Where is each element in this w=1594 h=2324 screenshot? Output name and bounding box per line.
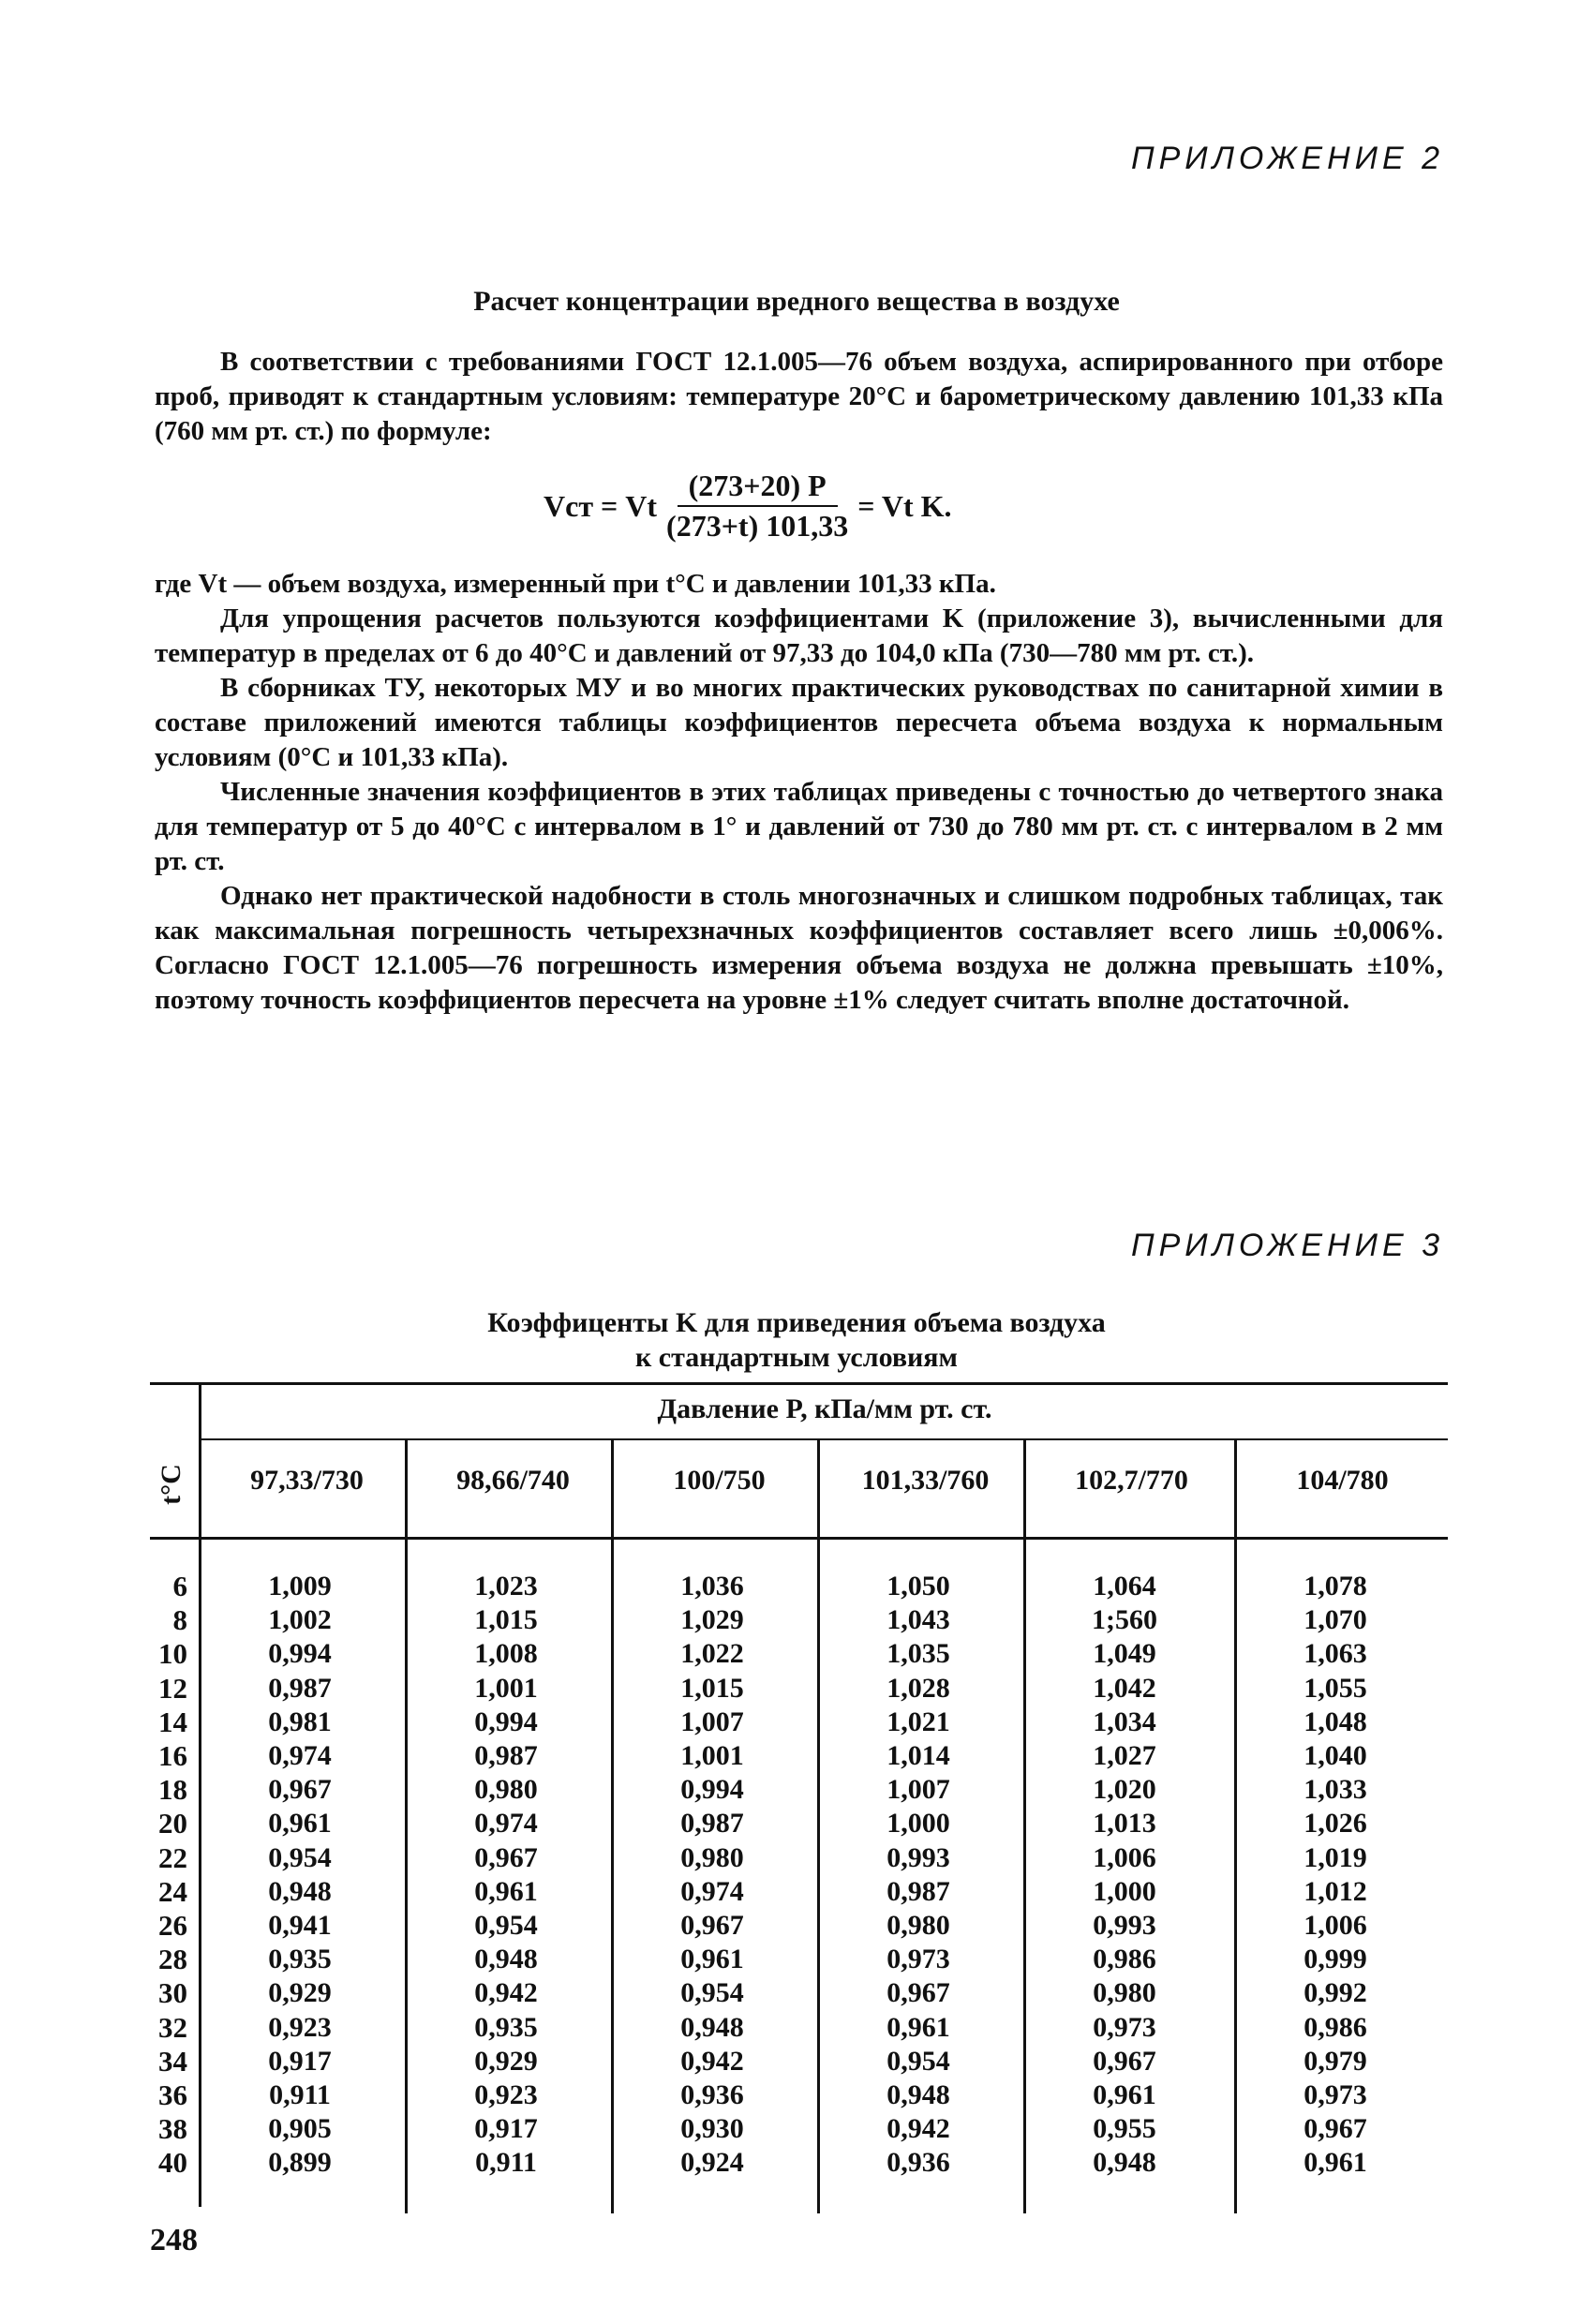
- intro-text: В соответствии с требованиями ГОСТ 12.1.005—76 объем воздуха, аспирированного при отборе проб, приводят к стандартным условиям: температуре 20°С и барометрическому давлению 101,33 кПа (760 мм рт. ст.) по формуле:: [155, 347, 1443, 446]
- coefficient-table: [150, 1382, 1448, 2216]
- table-cell: 0,954: [474, 1910, 538, 1942]
- table-cell: 0,986: [1093, 1944, 1156, 1975]
- temperature-cell: 16: [158, 1739, 187, 1773]
- table-cell: 0,967: [1093, 2045, 1156, 2077]
- table-cell: 0,987: [886, 1875, 950, 1907]
- table-cell: 1;560: [1092, 1604, 1157, 1636]
- table-cell: 0,999: [1304, 1944, 1367, 1975]
- formula-rhs: = Vt K.: [857, 488, 952, 523]
- table-cell: 0,973: [886, 1944, 950, 1975]
- table-cell: 0,967: [680, 1910, 744, 1942]
- temperature-cell: 20: [158, 1807, 187, 1840]
- paragraph-4: Однако нет практической надобности в столь многозначных и слишком подробных таблицах, так как максимальная погрешность четырехзначных коэффициентов составляет всего лишь ±0,006%. Согласно ГОСТ 12.1.005—76 погрешность измерения объема воздуха не должна превышать ±10%, поэтому точность коэффициентов пересчета на уровне ±1% следует считать вполне достаточной.: [155, 881, 1443, 1015]
- table-cell: 0,992: [1304, 1977, 1367, 2009]
- table-cell: 1,049: [1093, 1638, 1156, 1670]
- table-cell: 0,987: [680, 1808, 744, 1840]
- paragraph-3: Численные значения коэффициентов в этих таблицах приведены с точностью до четвертого знака для температур от 5 до 40°С с интервалом в 1° и давлений от 730 до 780 мм рт. ст. с интервалом в 2 мм рт. ст.: [155, 777, 1443, 876]
- column-separator: [405, 1440, 408, 2213]
- table-cell: 0,948: [680, 2011, 744, 2043]
- table-cell: 0,942: [474, 1977, 538, 2009]
- table-cell: 0,929: [474, 2045, 538, 2077]
- table-cell: 0,948: [268, 1875, 332, 1907]
- table-cell: 1,019: [1304, 1841, 1367, 1873]
- table-cell: 0,980: [474, 1774, 538, 1806]
- formula: [544, 464, 952, 548]
- temperature-cell: 34: [158, 2044, 187, 2078]
- table-cell: 0,935: [474, 2011, 538, 2043]
- table-cell: 0,980: [886, 1910, 950, 1942]
- table-cell: 1,050: [886, 1571, 950, 1601]
- formula-numerator: (273+20) P: [678, 469, 838, 507]
- table-cell: 1,043: [886, 1604, 950, 1636]
- table-cell: 1,029: [680, 1604, 744, 1636]
- table-cell: 0,936: [680, 2079, 744, 2111]
- page-number: 248: [150, 2223, 198, 2257]
- table-cell: 0,994: [474, 1706, 538, 1737]
- column-separator: [199, 1382, 201, 2207]
- pressure-column-header: 104/780: [1296, 1465, 1389, 1496]
- table-cell: 0,994: [268, 1638, 332, 1670]
- table-cell: 0,954: [680, 1977, 744, 2009]
- value-column: [436, 1570, 576, 2181]
- appendix-2-title: Расчет концентрации вредного вещества в воздухе: [473, 286, 1120, 317]
- temperature-cell: 6: [172, 1570, 187, 1602]
- temperature-cell: 32: [158, 2010, 187, 2044]
- table-cell: 0,981: [268, 1706, 332, 1737]
- paragraph-1: Для упрощения расчетов пользуются коэффициентами K (приложение 3), вычисленными для температур в пределах от 6 до 40°С и давлений от 97,33 до 104,0 кПа (730—780 мм рт. ст.).: [155, 603, 1443, 668]
- column-separator: [1234, 1440, 1237, 2213]
- formula-denominator: (273+t) 101,33: [666, 509, 849, 543]
- temperature-cell: 18: [158, 1773, 187, 1807]
- table-cell: 0,948: [1093, 2147, 1156, 2179]
- table-cell: 1,064: [1093, 1571, 1156, 1601]
- table-cell: 0,980: [680, 1841, 744, 1873]
- table-cell: 0,930: [680, 2113, 744, 2145]
- paragraph-2: В сборниках ТУ, некоторых МУ и во многих практических руководствах по санитарной химии в составе приложений имеются таблицы коэффициентов пересчета объема воздуха к нормальным условиям (0°С и 101,33 кПа).: [155, 673, 1443, 772]
- table-cell: 0,993: [886, 1841, 950, 1873]
- table-cell: 0,961: [268, 1808, 332, 1840]
- table-cell: 0,941: [268, 1910, 332, 1942]
- table-cell: 0,917: [474, 2113, 538, 2145]
- table-cell: 0,955: [1093, 2113, 1156, 2145]
- table-cell: 0,923: [474, 2079, 538, 2111]
- table-cell: 1,007: [680, 1706, 744, 1737]
- value-column: [230, 1570, 370, 2181]
- table-cell: 1,015: [680, 1672, 744, 1704]
- table-cell: 0,993: [1093, 1910, 1156, 1942]
- table-cell: 0,974: [474, 1808, 538, 1840]
- formula-lhs: Vст = Vt: [544, 488, 658, 523]
- table-title-line-1: Коэффиценты K для приведения объема воздуха: [487, 1307, 1106, 1338]
- table-cell: 0,942: [680, 2045, 744, 2077]
- table-cell: 0,961: [680, 1944, 744, 1975]
- temperature-cell: 38: [158, 2112, 187, 2146]
- pressure-column-header: 98,66/740: [456, 1465, 570, 1496]
- table-cell: 1,040: [1304, 1740, 1367, 1772]
- appendix-3-label: ПРИЛОЖЕНИЕ 3: [1130, 1228, 1444, 1263]
- temperature-header: t°C: [156, 1464, 186, 1505]
- table-title-line-2: к стандартным условиям: [635, 1342, 958, 1373]
- table-cell: 0,948: [886, 2079, 950, 2111]
- table-cell: 0,980: [1093, 1977, 1156, 2009]
- table-cell: 1,063: [1304, 1638, 1367, 1670]
- intro-paragraph: [155, 345, 1443, 449]
- pressure-header: Давление P, кПа/мм рт. ст.: [657, 1393, 992, 1424]
- table-cell: 0,961: [886, 2011, 950, 2043]
- table-cell: 1,013: [1093, 1808, 1156, 1840]
- temperature-cell: 12: [158, 1671, 187, 1705]
- where-paragraph: где Vt — объем воздуха, измеренный при t°С и давлении 101,33 кПа.: [155, 569, 996, 599]
- table-cell: 0,967: [268, 1774, 332, 1806]
- table-cell: 1,000: [886, 1808, 950, 1840]
- table-cell: 1,014: [886, 1740, 950, 1772]
- temperature-column: [150, 1570, 187, 2181]
- value-column: [642, 1570, 782, 2181]
- table-cell: 0,911: [475, 2147, 537, 2179]
- formula-fraction: [666, 469, 848, 544]
- table-cell: 1,001: [474, 1672, 538, 1704]
- temperature-cell: 24: [158, 1874, 187, 1908]
- table-cell: 0,967: [474, 1841, 538, 1873]
- table-cell: 1,048: [1304, 1706, 1367, 1737]
- table-cell: 1,033: [1304, 1774, 1367, 1806]
- table-cell: 1,055: [1304, 1672, 1367, 1704]
- pressure-column-header: 102,7/770: [1075, 1465, 1188, 1496]
- table-cell: 0,954: [886, 2045, 950, 2077]
- table-cell: 1,007: [886, 1774, 950, 1806]
- table-cell: 0,961: [1093, 2079, 1156, 2111]
- table-cell: 0,987: [474, 1740, 538, 1772]
- table-cell: 0,973: [1304, 2079, 1367, 2111]
- table-cell: 0,974: [268, 1740, 332, 1772]
- table-cell: 1,021: [886, 1706, 950, 1737]
- table-cell: 0,973: [1093, 2011, 1156, 2043]
- table-cell: 1,028: [886, 1672, 950, 1704]
- table-cell: 0,905: [268, 2113, 332, 2145]
- table-cell: 0,994: [680, 1774, 744, 1806]
- table-cell: 1,000: [1093, 1875, 1156, 1907]
- table-cell: 0,974: [680, 1875, 744, 1907]
- appendix-2-label: ПРИЛОЖЕНИЕ 2: [1130, 141, 1444, 176]
- table-cell: 0,929: [268, 1977, 332, 2009]
- table-cell: 1,036: [680, 1571, 744, 1601]
- table-cell: 1,015: [474, 1604, 538, 1636]
- column-separator: [1023, 1440, 1026, 2213]
- table-cell: 0,935: [268, 1944, 332, 1975]
- table-cell: 0,923: [268, 2011, 332, 2043]
- table-cell: 0,986: [1304, 2011, 1367, 2043]
- table-cell: 1,012: [1304, 1875, 1367, 1907]
- table-cell: 1,042: [1093, 1672, 1156, 1704]
- table-cell: 1,027: [1093, 1740, 1156, 1772]
- temperature-cell: 28: [158, 1943, 187, 1976]
- value-column: [848, 1570, 989, 2181]
- table-cell: 0,942: [886, 2113, 950, 2145]
- table-cell: 1,078: [1304, 1571, 1367, 1601]
- table-cell: 1,006: [1093, 1841, 1156, 1873]
- table-cell: 1,034: [1093, 1706, 1156, 1737]
- temperature-cell: 8: [172, 1603, 187, 1637]
- table-cell: 0,917: [268, 2045, 332, 2077]
- column-separator: [611, 1440, 614, 2213]
- pressure-column-header: 97,33/730: [250, 1465, 364, 1496]
- table-top-rule: [150, 1382, 1448, 1385]
- table-cell: 0,979: [1304, 2045, 1367, 2077]
- table-cell: 0,987: [268, 1672, 332, 1704]
- temperature-cell: 10: [158, 1637, 187, 1671]
- table-cell: 0,954: [268, 1841, 332, 1873]
- pressure-column-header: 101,33/760: [861, 1465, 990, 1496]
- value-column: [1265, 1570, 1406, 2181]
- table-cell: 0,967: [1304, 2113, 1367, 2145]
- table-cell: 0,911: [269, 2079, 331, 2111]
- temperature-cell: 22: [158, 1840, 187, 1874]
- column-separator: [817, 1440, 820, 2213]
- table-cell: 1,008: [474, 1638, 538, 1670]
- table-cell: 1,070: [1304, 1604, 1367, 1636]
- table-cell: 1,022: [680, 1638, 744, 1670]
- pressure-header-rule: [201, 1438, 1448, 1440]
- table-cell: 0,924: [680, 2147, 744, 2179]
- table-cell: 1,009: [268, 1571, 332, 1601]
- table-cell: 0,961: [1304, 2147, 1367, 2179]
- table-cell: 0,936: [886, 2147, 950, 2179]
- table-cell: 0,948: [474, 1944, 538, 1975]
- value-column: [1054, 1570, 1195, 2181]
- table-cell: 1,020: [1093, 1774, 1156, 1806]
- appendix-2-body: [155, 567, 1443, 1018]
- temperature-cell: 36: [158, 2078, 187, 2112]
- header-bottom-rule: [150, 1537, 1448, 1540]
- table-cell: 1,023: [474, 1571, 538, 1601]
- temperature-cell: 30: [158, 1976, 187, 2010]
- table-cell: 1,006: [1304, 1910, 1367, 1942]
- table-cell: 0,899: [268, 2147, 332, 2179]
- temperature-cell: 26: [158, 1909, 187, 1943]
- pressure-column-header: 100/750: [673, 1465, 766, 1496]
- table-cell: 1,035: [886, 1638, 950, 1670]
- table-cell: 1,026: [1304, 1808, 1367, 1840]
- table-cell: 0,961: [474, 1875, 538, 1907]
- table-cell: 1,001: [680, 1740, 744, 1772]
- temperature-cell: 40: [158, 2146, 187, 2180]
- table-cell: 1,002: [268, 1604, 332, 1636]
- table-cell: 0,967: [886, 1977, 950, 2009]
- temperature-cell: 14: [158, 1705, 187, 1738]
